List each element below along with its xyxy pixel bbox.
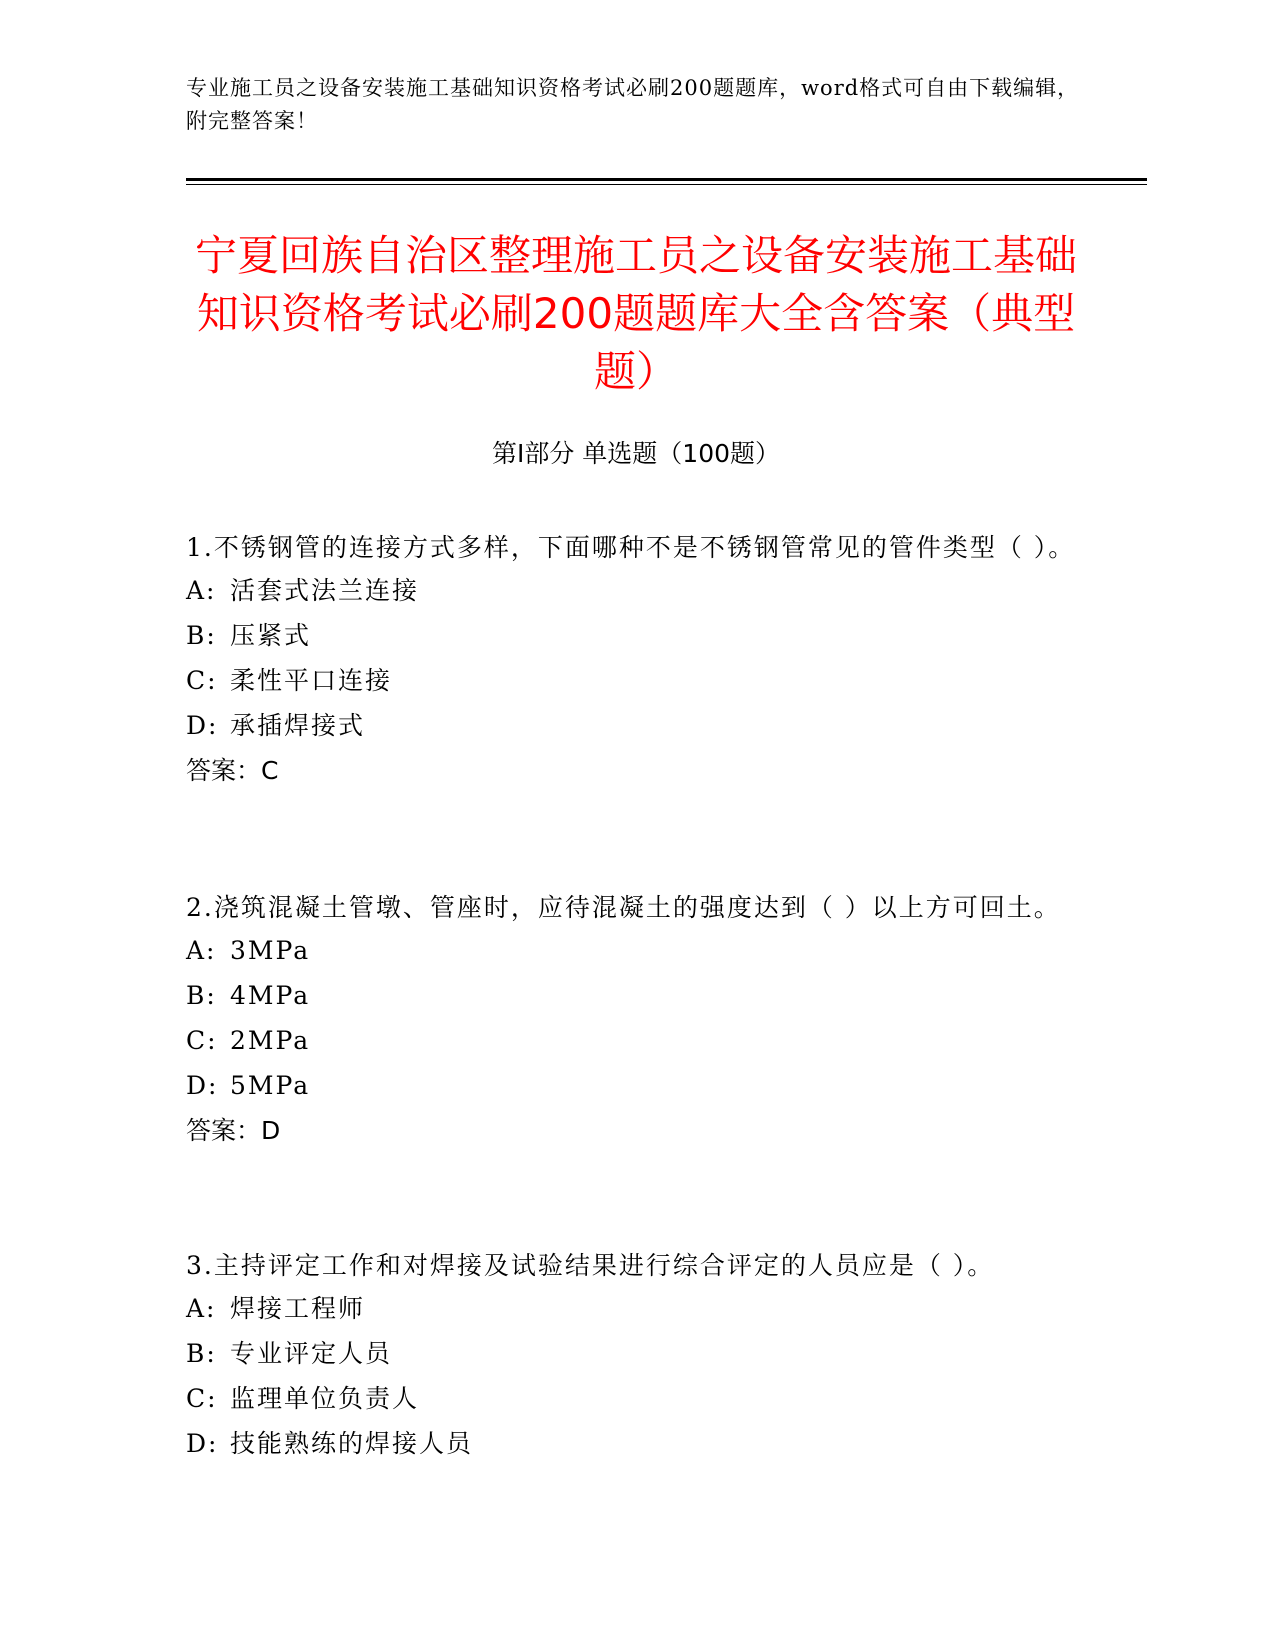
option-letter: B: bbox=[186, 621, 217, 650]
answer-line: 答案：D bbox=[186, 1116, 281, 1145]
option-letter: D: bbox=[186, 711, 219, 740]
question-block bbox=[186, 1245, 1076, 1466]
option-b bbox=[186, 613, 1076, 658]
option-d bbox=[186, 1421, 1076, 1466]
option-a bbox=[186, 1286, 1076, 1331]
option-text: 焊接工程师 bbox=[230, 1294, 366, 1323]
option-c bbox=[186, 1376, 1076, 1421]
option-d bbox=[186, 1063, 1076, 1108]
option-text: 3MPa bbox=[230, 936, 311, 965]
option-d bbox=[186, 703, 1076, 748]
question-block bbox=[186, 887, 1076, 1154]
option-text: 4MPa bbox=[230, 981, 311, 1010]
option-c bbox=[186, 1018, 1076, 1063]
question-block bbox=[186, 527, 1076, 794]
option-letter: B: bbox=[186, 981, 217, 1010]
option-letter: D: bbox=[186, 1071, 219, 1100]
option-b bbox=[186, 1331, 1076, 1376]
question-stem: 3.主持评定工作和对焊接及试验结果进行综合评定的人员应是（ ）。 bbox=[186, 1251, 995, 1280]
document-title: 宁夏回族自治区整理施工员之设备安装施工基础知识资格考试必刷200题题库大全含答案（典型题） bbox=[194, 231, 1077, 396]
option-letter: C: bbox=[186, 1026, 218, 1055]
header-divider-thin bbox=[186, 184, 1147, 185]
option-letter: A: bbox=[186, 1294, 217, 1323]
option-text: 压紧式 bbox=[230, 621, 312, 650]
question-stem: 1.不锈钢管的连接方式多样，下面哪种不是不锈钢管常见的管件类型（ ）。 bbox=[186, 533, 1076, 562]
option-text: 监理单位负责人 bbox=[230, 1384, 420, 1413]
option-a bbox=[186, 928, 1076, 973]
option-text: 2MPa bbox=[230, 1026, 311, 1055]
option-letter: B: bbox=[186, 1339, 217, 1368]
option-letter: A: bbox=[186, 936, 217, 965]
option-text: 专业评定人员 bbox=[230, 1339, 393, 1368]
question-stem: 2.浇筑混凝土管墩、管座时，应待混凝土的强度达到（ ）以上方可回土。 bbox=[186, 893, 1061, 922]
option-a bbox=[186, 568, 1076, 613]
option-text: 承插焊接式 bbox=[230, 711, 366, 740]
section-title: 第I部分 单选题（100题） bbox=[491, 439, 781, 468]
option-c bbox=[186, 658, 1076, 703]
answer-line: 答案：C bbox=[186, 756, 279, 785]
option-letter: D: bbox=[186, 1429, 219, 1458]
option-letter: C: bbox=[186, 666, 218, 695]
option-letter: A: bbox=[186, 576, 217, 605]
option-text: 5MPa bbox=[230, 1071, 311, 1100]
option-text: 活套式法兰连接 bbox=[230, 576, 420, 605]
header-note: 专业施工员之设备安装施工基础知识资格考试必刷200题题库，word格式可自由下载编辑，附完整答案！ bbox=[186, 76, 1080, 133]
header-divider-thick bbox=[186, 178, 1147, 181]
option-b bbox=[186, 973, 1076, 1018]
option-letter: C: bbox=[186, 1384, 218, 1413]
option-text: 技能熟练的焊接人员 bbox=[230, 1429, 474, 1458]
option-text: 柔性平口连接 bbox=[230, 666, 393, 695]
